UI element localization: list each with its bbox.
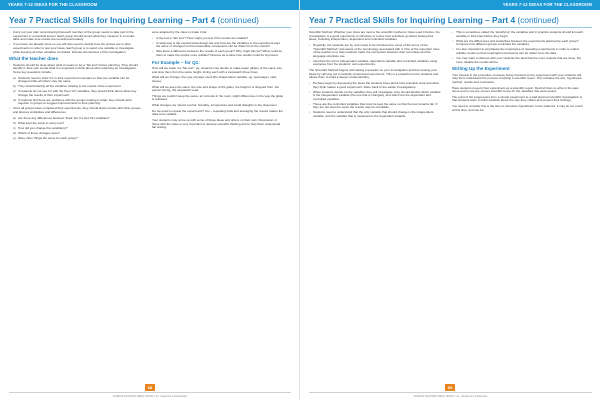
paragraph: The point of the progression from a simple experiment to a well planned scientific investigation is that students learn to think carefully about the way they collect and present their findings. <box>452 94 583 103</box>
page-footer: SCIENCE TEACHING IDEAS YEARS 7-12 · Department of Education <box>413 395 488 398</box>
list-item: c) If students do not use C1 with the fixed 'C2' variables, they should think about what may change the results of their experiment. <box>13 90 141 97</box>
list-item: d) If students find there are problems with the groups making it unfair, they should work together in groups to suggest improvements to their planning. <box>13 99 141 106</box>
page-title <box>309 15 592 25</box>
paragraph: You need to consider this is the time to introduce 'hypothesis' to the students. It may be too much at this time, and can be. <box>452 104 583 112</box>
right-column-1 <box>309 31 441 121</box>
questions-list <box>13 117 141 141</box>
section-heading: For Example – for Q1: <box>152 59 200 65</box>
list-item: b) What kept the same in every test? <box>13 122 141 126</box>
paragraph: The Scientific Method begins with asking a question on your investigation and then testing your ideas by carrying out a carefully constructed experiment. This is a powerful tool for students and allows them to build a deeper understanding. <box>309 68 439 80</box>
questions-bullets <box>152 37 284 58</box>
list-item: • Carry out your plan remembering that each member of the group needs to take part in the experiment in a practical lesson. Each group should record what they measure in a results table and make sure results are recorded accurately. <box>9 31 141 42</box>
page-footer: SCIENCE TEACHING IDEAS YEARS 7-12 · Department of Education <box>112 395 188 398</box>
paragraph: What changes we cannot control: humidity, temperature and small draughts in the classroom. <box>152 103 278 108</box>
page-title-text: Year 7 Practical Skills for Inquiring Learning – Part 4 <box>309 15 516 25</box>
list-item: d) Which of those changes were? <box>13 132 141 136</box>
paragraph: Your interest in the procedure, because being involved up the experiment with your students will help them understand the process of writing a scientific report. This includes the aim, hypothesis, method, results and conclusion. <box>452 72 583 84</box>
list-item: • Perhaps begin by discussing the ideas the students have about how scientists work and what they think makes a good experiment. Refer back to the earlier investigations. <box>309 82 441 89</box>
page-banner: YEARS 7-12 IDEAS FOR THE CLASSROOM <box>300 0 600 10</box>
list-item: • When students decide on the variables they will investigate, they should identify which variable is the independent variable (the one that is changed), and which are the dependent and controlled variables. <box>309 91 441 102</box>
title-divider <box>309 27 592 28</box>
page-number: 68 <box>145 384 155 391</box>
left-column-1 <box>9 31 141 142</box>
paragraph: Scientific Method: Whether your class are new to the scientific method or have used it before, the investigation is a good opportunity to introduce or revise how scientists go about testing their ideas, including independent, dependent and controlled variables. <box>309 30 440 42</box>
teacher-list <box>9 64 141 75</box>
list-item: • This is sometimes called the 'identifying' the variables and in practice students should list each variable in their plan before they begin. <box>452 31 584 38</box>
page-title-continued: (continued) <box>517 15 559 25</box>
variables-list <box>309 82 441 119</box>
page-number: 69 <box>445 384 455 391</box>
list-item: • Was there a difference between the results of each group? Why might this be? What could be done to make the results more reliable? Discuss as a class how results could be improved. <box>152 50 284 57</box>
page-title <box>9 15 291 25</box>
footer-divider <box>309 392 592 393</box>
list-item: • Once all groups have completed their experiments, they should share results with other groups and discuss similarities and differences. <box>9 107 141 114</box>
method-list <box>309 44 441 67</box>
list-item: • Students need to understand that the only variable that should change is the independent variable, and the variable that is measured is the dependent variable. <box>309 111 441 118</box>
list-item: b) They should identify all the variables relating to the results of the experiment. <box>13 85 141 89</box>
list-item: • Hopefully, the students are by now ready to be introduced to some of the terms of the "Scientific Method" and aware of the terminology associated with it. One of the important roles of the teacher is to help students make the connection between their own ideas and the language scientists use. <box>309 44 441 59</box>
page-banner: YEARS 7-12 IDEAS FOR THE CLASSROOM <box>0 0 299 10</box>
title-divider <box>9 27 291 28</box>
after-list <box>9 107 141 114</box>
paragraph: Things we couldn't keep the same: air currents in the room, slight differences in the way the glider is released. <box>152 93 284 102</box>
paragraph: Have students present their experiment as a scientific report. Remind them to write in the past tense and to use the correct scientific terms for the variables that were tested. <box>452 85 579 94</box>
page-title-text: Year 7 Practical Skills for Inquiring Learning – Part 4 <box>9 15 216 25</box>
list-item: a) Are there any differences between 'fixed' (for C1 and C2) variables? <box>13 117 141 121</box>
steps-list <box>13 77 141 107</box>
list-item: • You may want to discuss with your students the idea that the more repeats that are done, the more reliable the results will be. <box>452 57 584 64</box>
page-title-continued: (continued) <box>217 15 259 25</box>
list-item: • Introduce the terms independent variable, dependent variable and controlled variables using examples from the students' own experiments. <box>309 60 441 67</box>
discussion-list <box>452 31 584 64</box>
paragraph: What will we change: the type of paper used (the independent variable, eg. newspaper, card, tissue). <box>152 75 278 83</box>
list-item: • These are the controlled variables that must be kept the same so that the test remains fair. If they are not kept the same the results may be unreliable. <box>309 103 441 110</box>
right-column-2 <box>452 31 584 114</box>
paragraph: Your students may come up with some of these ideas and others on their own. Discussion of these with the class is very important to develop scientific thinking and to help them understand fair testing. <box>152 117 281 130</box>
list-item: c) How did you change the variable(s)? <box>13 127 141 131</box>
list-item: • In what way is the experimental design fair and how are the variables in the experiment kept the same or changed so that reasonable conclusions can be drawn from the results? <box>152 42 284 49</box>
left-column-2 <box>152 31 284 132</box>
paragraph: Do we need to repeat the experiment? Yes – repeating trials and averaging the results makes the data more reliable. <box>152 108 283 117</box>
footer-divider <box>9 392 291 393</box>
list-item: • Students should be clear about what it means to be a "fair test" before planning. They should identify in their own words what it is important to think about when planning an investigation. Some key questions include: <box>9 64 141 75</box>
paragraph: were adopted by the class to make it fair. <box>152 30 208 34</box>
list-item: • Is the test a "fair test"? How might you test if the results are reliable? <box>152 37 284 41</box>
list-item: e) Were other things the same for each group? <box>13 137 141 141</box>
list-item: • What are the differences and similarities between the experiments planned by each group? Compare how different groups controlled the variables. <box>452 40 584 47</box>
list-item: • If you have not already done so you will also need to decide how the groups are to plan experiments in order to test your ideas. Each group is to select one variable to investigate while keeping all other variables controlled. Discuss the fairness of the investigation. <box>9 43 141 54</box>
intro-list <box>9 31 141 54</box>
right-page <box>300 0 600 400</box>
section-heading: Writing Up the Experiment <box>452 66 510 72</box>
paragraph: How will we make it a "fair test": eg. students may decide to make paper gliders of the same size and drop them from the same height, timing each with a stopwatch three times. <box>152 66 283 74</box>
section-heading: What the teacher does <box>9 56 59 62</box>
paragraph: What will we keep the same: the size and shape of the glider, the height it is dropped from, the person timing, the stopwatch used. <box>152 84 280 93</box>
list-item: • It is also important to emphasise the importance of repeating experiments in order to collect reliable results so that meaningful conclusions can be drawn from the data. <box>452 48 584 55</box>
list-item: a) Students need to hold 'C1' in their experiment constant so that one variable can be changed while all others stay the same. <box>13 77 141 84</box>
